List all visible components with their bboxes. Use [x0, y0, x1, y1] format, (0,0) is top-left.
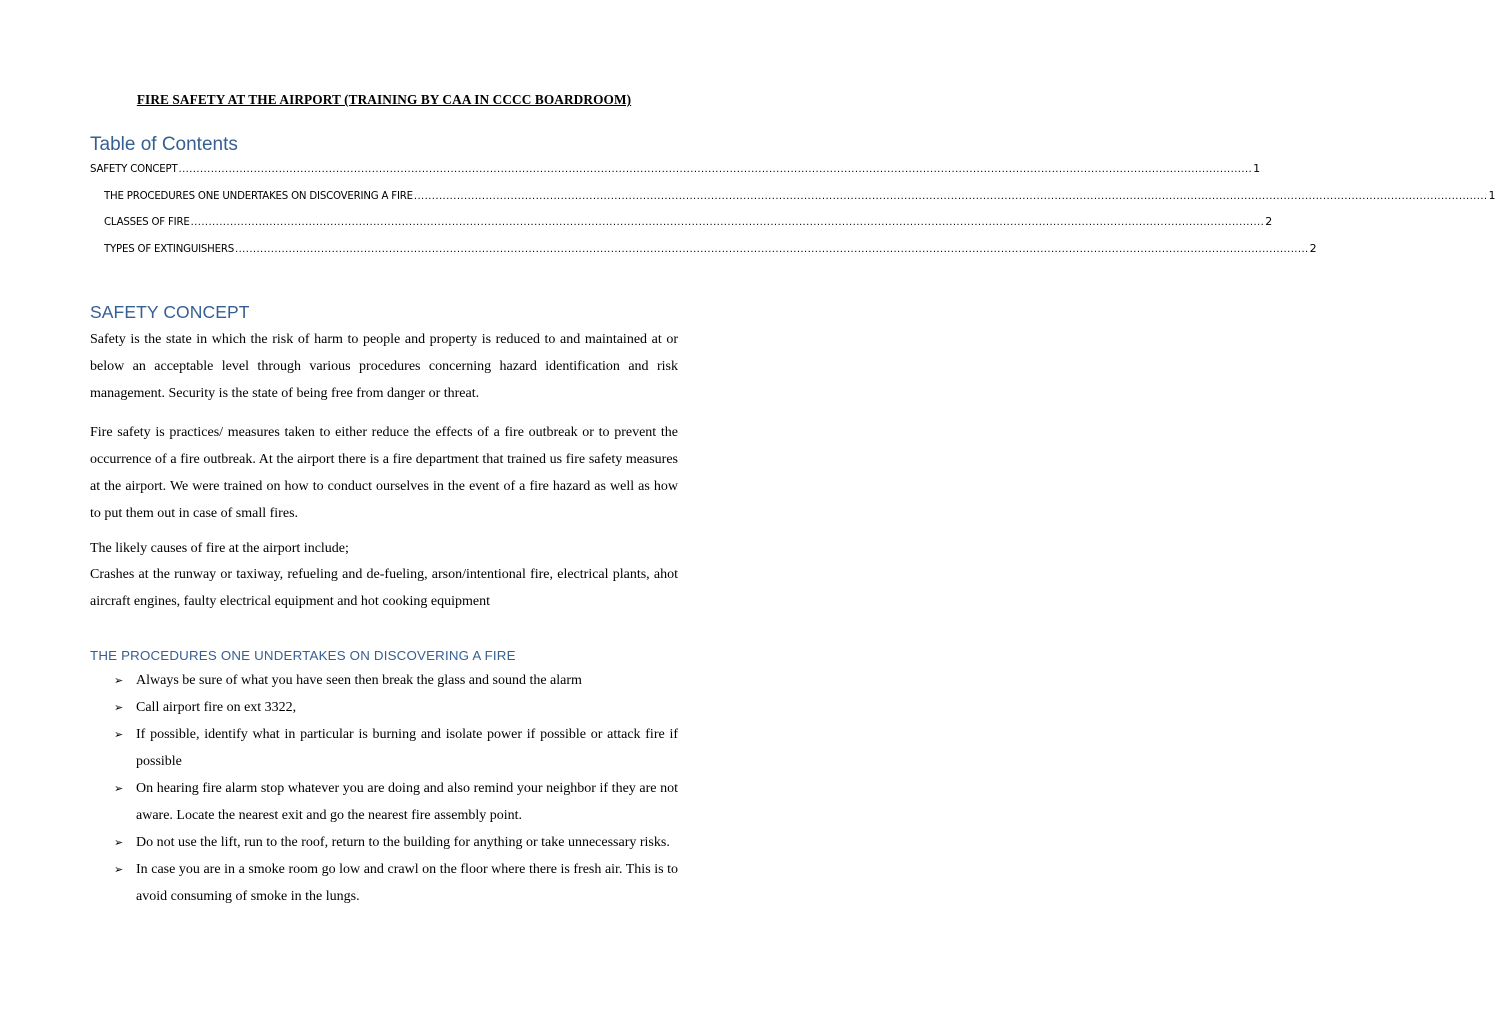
procedures-list [90, 667, 678, 910]
procedures-heading: THE PROCEDURES ONE UNDERTAKES ON DISCOVERING A FIRE [90, 648, 516, 663]
list-item-text: In case you are in a smoke room go low and crawl on the floor where there is fresh air. This is to avoid consuming of smoke in the lungs. [136, 862, 678, 904]
document-title: FIRE SAFETY AT THE AIRPORT (TRAINING BY CAA IN CCCC BOARDROOM) [136, 92, 632, 107]
list-item-text: Do not use the lift, run to the roof, return to the building for anything or take unnecessary risks. [136, 835, 670, 850]
list-item-text: If possible, identify what in particular is burning and isolate power if possible or attack fire if possible [136, 727, 678, 769]
toc-dot-leader: ............................................................................................................................................................................................................................................................................................................ [235, 243, 1309, 255]
fire-safety-paragraph: Fire safety is practices/ measures taken to either reduce the effects of a fire outbreak or to prevent the occurrence of a fire outbreak. At the airport there is a fire department that trained us fire safety measures at the airport. We were trained on how to conduct ourselves in the event of a fire hazard as well as how to put them out in case of small fires. [90, 425, 678, 521]
arrow-bullet-icon: ➢ [114, 674, 124, 687]
toc-entry-types-of-extinguishers[interactable] [90, 241, 1317, 269]
list-item-text: Always be sure of what you have seen then break the glass and sound the alarm [136, 673, 582, 688]
list-item [90, 721, 678, 775]
toc-entry-safety-concept[interactable] [90, 162, 1260, 189]
toc-dot-leader: ............................................................................................................................................................................................................................................................................................................ [178, 164, 1253, 175]
fire-causes-intro: The likely causes of fire at the airport include; [90, 541, 349, 556]
toc-dot-leader: ............................................................................................................................................................................................................................................................................................................ [190, 217, 1265, 228]
toc-entry-classes-of-fire[interactable] [90, 215, 1273, 242]
arrow-bullet-icon: ➢ [114, 863, 124, 876]
list-item [90, 694, 678, 721]
list-item [90, 856, 678, 910]
toc-page-number: 2 [1309, 241, 1317, 255]
fire-causes-list: Crashes at the runway or taxiway, refueling and de-fueling, arson/intentional fire, electrical plants, ahot aircraft engines, faulty electrical equipment and hot cooking equipment [90, 567, 678, 609]
list-item [90, 775, 678, 829]
table-of-contents [90, 162, 1495, 268]
toc-page-number: 1 [1253, 162, 1260, 175]
toc-entry-text: THE PROCEDURES ONE UNDERTAKES ON DISCOVERING A FIRE [104, 190, 413, 202]
toc-entry-procedures[interactable] [90, 188, 1495, 216]
toc-page-number: 2 [1265, 215, 1273, 228]
list-item [90, 829, 678, 856]
safety-definition-paragraph: Safety is the state in which the risk of harm to people and property is reduced to and maintained at or below an acceptable level through various procedures concerning hazard identification and risk management. Security is the state of being free from danger or threat. [90, 332, 678, 401]
arrow-bullet-icon: ➢ [114, 836, 124, 849]
toc-dot-leader: ............................................................................................................................................................................................................................................................................................................ [413, 190, 1488, 202]
list-item [90, 667, 678, 694]
toc-entry-text: TYPES OF EXTINGUISHERS [104, 243, 234, 255]
toc-entry-text: SAFETY CONCEPT [90, 164, 178, 175]
list-item-text: On hearing fire alarm stop whatever you are doing and also remind your neighbor if they are not aware. Locate the nearest exit and go the nearest fire assembly point. [136, 781, 678, 823]
arrow-bullet-icon: ➢ [114, 782, 124, 795]
toc-entry-text: CLASSES OF FIRE [104, 217, 190, 228]
arrow-bullet-icon: ➢ [114, 728, 124, 741]
toc-page-number: 1 [1488, 188, 1495, 202]
arrow-bullet-icon: ➢ [114, 701, 124, 714]
list-item-text: Call airport fire on ext 3322, [136, 700, 297, 715]
safety-concept-heading: SAFETY CONCEPT [90, 302, 250, 322]
toc-heading: Table of Contents [90, 134, 238, 155]
